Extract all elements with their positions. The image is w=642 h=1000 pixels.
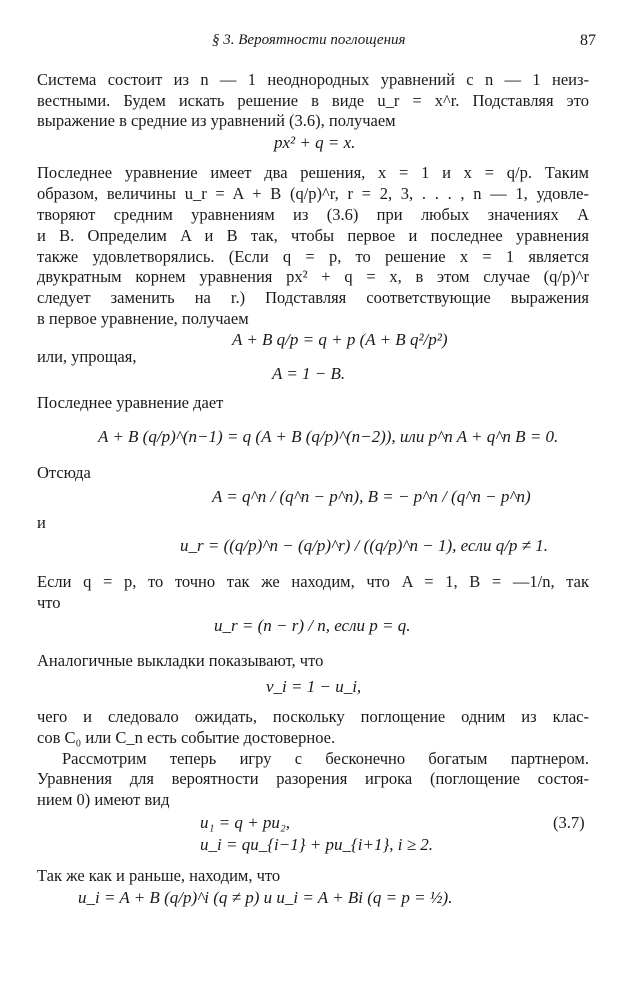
page-number: 87 xyxy=(580,32,596,49)
text-line: Если q = p, то точно так же находим, что A = 1, B = —1/n, так xyxy=(37,572,589,591)
text-line: что xyxy=(37,593,61,612)
text-line: Последнее уравнение имеет два решения, x = 1 и x = q/p. Таким xyxy=(37,163,589,182)
text-line: Аналогичные выкладки показывают, что xyxy=(37,651,324,670)
equation: u_i = A + B (q/p)^i (q ≠ p) и u_i = A + Bi (q = p = ½). xyxy=(78,888,453,907)
equation: u_r = ((q/p)^n − (q/p)^r) / ((q/p)^n − 1), если q/p ≠ 1. xyxy=(180,536,548,555)
text-line: творяют средним уравнениям из (3.6) при любых значениях A xyxy=(37,205,589,224)
text-line: Отсюда xyxy=(37,463,91,482)
text-line: также удовлетворялись. (Если q = p, то решение x = 1 является xyxy=(37,247,589,266)
text-line: Последнее уравнение дает xyxy=(37,393,224,412)
equation: px² + q = x. xyxy=(274,133,356,152)
text-line: в первое уравнение, получаем xyxy=(37,309,249,328)
text-line: Рассмотрим теперь игру с бесконечно богатым партнером. xyxy=(62,749,589,768)
text-line: нием 0) имеют вид xyxy=(37,790,170,809)
equation: A + B q/p = q + p (A + B q²/p²) xyxy=(232,330,448,349)
text-line: Система состоит из n — 1 неоднородных уравнений с n — 1 неиз- xyxy=(37,70,589,89)
text-line: и xyxy=(37,513,46,532)
equation-number: (3.7) xyxy=(553,813,585,832)
text-line: или, упрощая, xyxy=(37,347,137,366)
text-line: следует заменить на r.) Подставляя соответствующие выражения xyxy=(37,288,589,307)
text-line: вестными. Будем искать решение в виде u_r = x^r. Подставляя это xyxy=(37,91,589,110)
text-line: Так же как и раньше, находим, что xyxy=(37,866,281,885)
equation: A = 1 − B. xyxy=(272,364,346,383)
equation: u_r = (n − r) / n, если p = q. xyxy=(214,616,411,635)
text-line: чего и следовало ожидать, поскольку поглощение одним из клас- xyxy=(37,707,589,726)
running-header: § 3. Вероятности поглощения xyxy=(212,32,406,48)
text-line: и B. Определим A и B так, чтобы первое и последнее уравнения xyxy=(37,226,589,245)
text-line: двукратным корнем уравнения px² + q = x, в этом случае (q/p)^r xyxy=(37,267,589,286)
text-line: сов C₀ или C_n есть событие достоверное. xyxy=(37,728,336,747)
equation: u₁ = q + pu₂, xyxy=(200,813,291,832)
text-line: образом, величины u_r = A + B (q/p)^r, r = 2, 3, . . . , n — 1, удовле- xyxy=(37,184,589,203)
text-line: выражение в средние из уравнений (3.6), получаем xyxy=(37,111,396,130)
equation: A + B (q/p)^(n−1) = q (A + B (q/p)^(n−2)), или p^n A + q^n B = 0. xyxy=(98,427,559,446)
equation: u_i = qu_{i−1} + pu_{i+1}, i ≥ 2. xyxy=(200,835,434,854)
text-line: Уравнения для вероятности разорения игрока (поглощение состоя- xyxy=(37,769,589,788)
equation: v_i = 1 − u_i, xyxy=(266,677,362,696)
equation: A = q^n / (q^n − p^n), B = − p^n / (q^n − p^n) xyxy=(212,487,531,506)
